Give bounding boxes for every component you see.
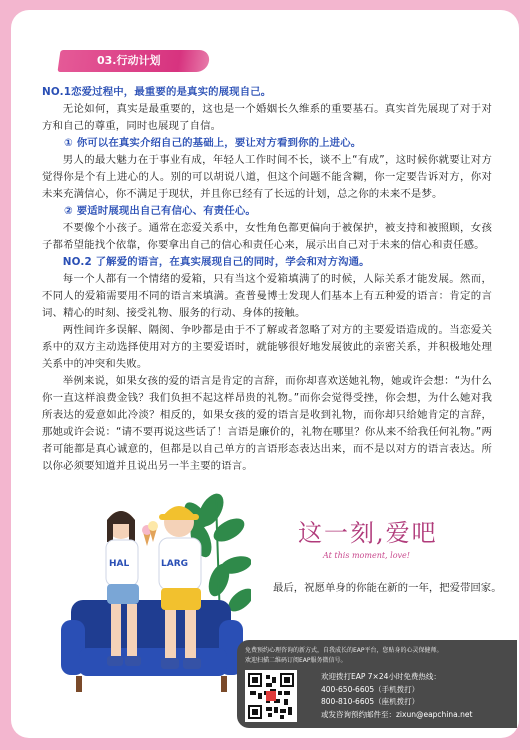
point2-body-3: 举例来说，如果女孩的爱的语言是肯定的言辞，而你却喜欢送她礼物，她或许会想：“为什么你一直这样浪费金钱？我们负担不起这样昂贵的礼物。”而你会觉得受挫，你会想，为什么她对我所表达的爱意如此冷淡？相反的，如果女孩的爱的语言是收到礼物，而你却只给她肯定的言辞，那她或许会说：“请不要再说这些话了！言语是廉价的，礼物在哪里？你从来不给我任何礼物。”两者可能都是真心诚意的，但都是以自己单方的言语形态表达出来，而不是以对方的语言表达。所以你必须要知道并且说出另一半主要的语言。 <box>42 375 492 472</box>
section-banner <box>57 50 210 72</box>
point1-heading: NO.1恋爱过程中，最重要的是真实的展现自己。 <box>42 86 272 98</box>
phone-landline[interactable]: 800-810-6605（座机拨打） <box>321 697 420 706</box>
shirt-right-text: LARG <box>161 559 189 569</box>
section-title: 03.行动计划 <box>97 54 161 67</box>
qr-code-icon[interactable] <box>245 670 297 722</box>
footer-contact-box <box>237 640 517 728</box>
point2-body-2: 两性间许多误解、隔阂、争吵都是由于不了解或者忽略了对方的主要爱语造成的。当恋爱关系中的双方主动选择使用对方的主要爱语时，就能够很好地发展彼此的亲密关系，并积极地处理关系中的冲突和失败。 <box>42 324 492 370</box>
couple-illustration <box>51 480 251 730</box>
point2-heading: NO.2 了解爱的语言，在真实展现自己的同时，学会和对方沟通。 <box>62 256 370 268</box>
sub1-body: 男人的最大魅力在于事业有成，年轻人工作时间不长，谈不上“有成”，这时候你就要让对方觉得你是个有上进心的人。别的可以胡说八道，但这个问题不能含糊，你一定要告诉对方，你对未来充满信心，你不满足于现状，并且你已经有了长远的计划，总之你的未来不是梦。 <box>42 154 492 200</box>
footer-promo <box>245 646 443 666</box>
point1-body: 无论如何，真实是最重要的，这也是一个婚姻长久维系的重要基石。真实首先展现了对于对方和自己的尊重，同时也展现了自信。 <box>42 103 492 132</box>
footer-contact-info <box>321 671 472 721</box>
hotline-label: 欢迎拨打EAP 7×24小时免费热线： <box>321 672 441 681</box>
headline-title: 这一刻,爱吧 <box>298 519 438 547</box>
poster-page <box>11 10 519 738</box>
headline-subtitle: At this moment, love! <box>323 551 410 560</box>
sub2-heading: ② 要适时展现出自己有信心、有责任心。 <box>64 205 256 217</box>
footer-promo-line1: 免费预约心理咨询的新方式，自我成长的EAP平台，您贴身的心灵保健师。 <box>245 647 443 654</box>
email-line[interactable]: 或发咨询预约邮件至：zixun@eapchina.net <box>321 709 473 719</box>
article-body <box>42 84 492 475</box>
closing-text: 最后，祝愿单身的你能在新的一年，把爱带回家。 <box>273 582 502 594</box>
point2-body-1: 每一个人都有一个情绪的爱箱，只有当这个爱箱填满了的时候，人际关系才能发展。然而，不同人的爱箱需要用不同的语言来填满。查普曼博士发现人们基本上有五种爱的语言：肯定的言词、精心的时刻、接受礼物、服务的行动、身体的接触。 <box>42 273 492 319</box>
phone-mobile[interactable]: 400-650-6605（手机拨打） <box>321 684 420 694</box>
sub2-body: 不要像个小孩子。通常在恋爱关系中，女性角色都更偏向于被保护，被支持和被照顾，女孩子都希望能找个依靠，你要拿出自己的信心和责任心来，展示出自己对于未来的信心和责任感。 <box>42 222 492 251</box>
couple-on-sofa-image <box>51 480 251 730</box>
shirt-left-text: HAL <box>109 559 130 569</box>
sub1-heading: ① 你可以在真实介绍自己的基础上，要让对方看到你的上进心。 <box>64 137 362 149</box>
footer-promo-line2: 欢迎扫描二维码订阅EAP服务微信号。 <box>245 657 347 664</box>
